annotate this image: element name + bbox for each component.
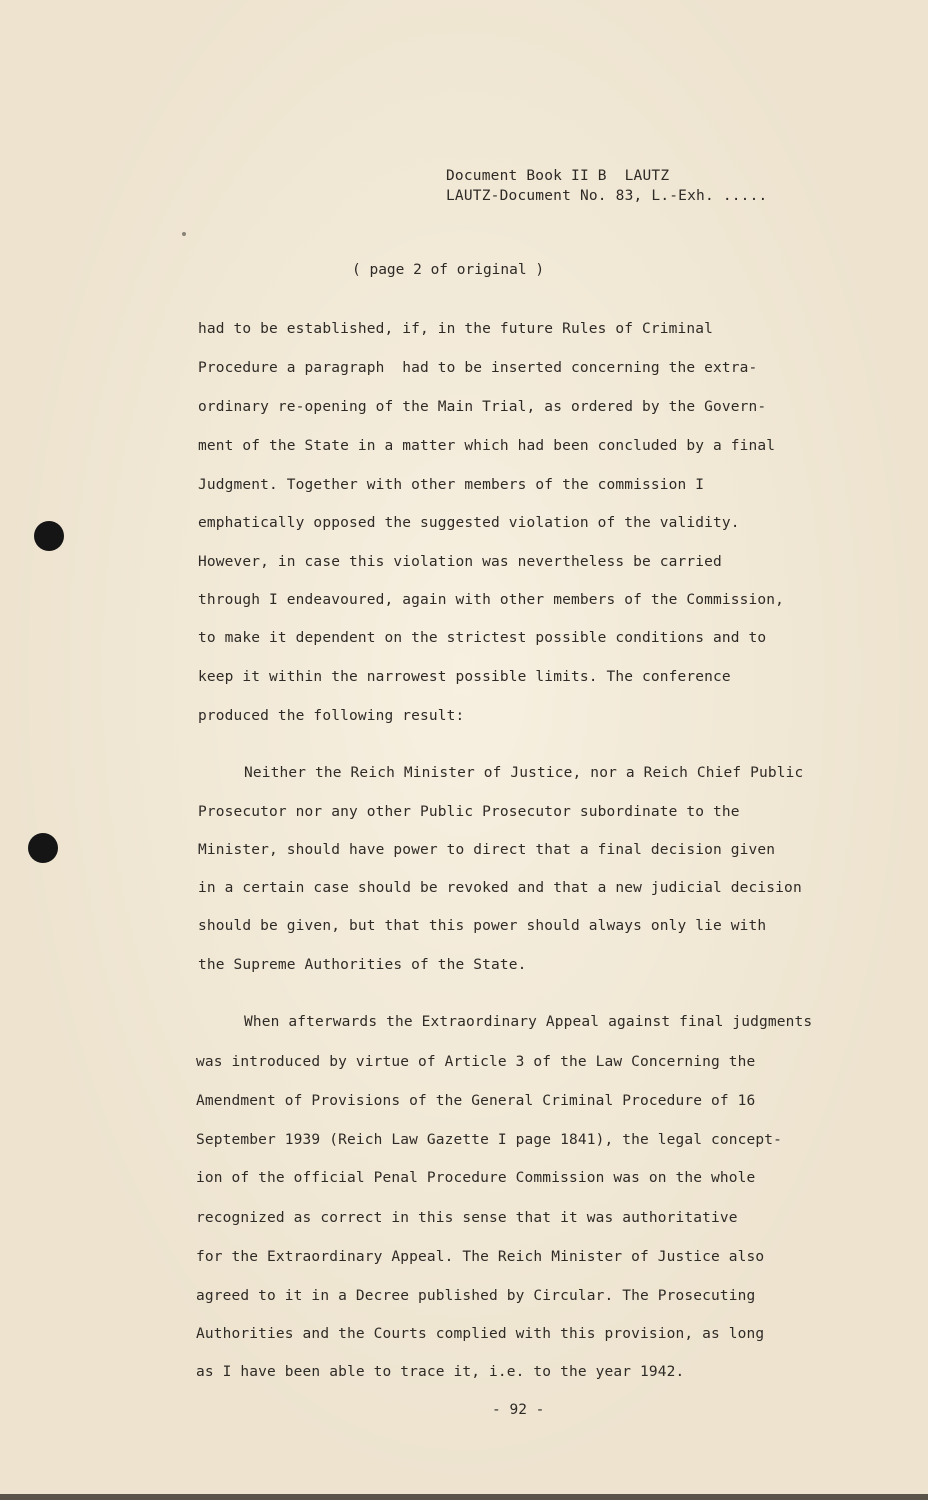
paragraph2-line: in a certain case should be revoked and that a new judicial decision — [198, 880, 802, 896]
paragraph3-line: September 1939 (Reich Law Gazette I page 1841), the legal concept- — [196, 1132, 783, 1148]
paragraph1-line: through I endeavoured, again with other members of the Commission, — [198, 592, 785, 608]
paper-speck — [182, 232, 186, 236]
document-book-line: Document Book II B LAUTZ — [446, 168, 670, 184]
paragraph1-line: ordinary re-opening of the Main Trial, as ordered by the Govern- — [198, 399, 767, 415]
paragraph1-line: Procedure a paragraph had to be inserted concerning the extra- — [198, 360, 758, 376]
paragraph2-line: the Supreme Authorities of the State. — [198, 957, 527, 973]
paragraph1-line: emphatically opposed the suggested violation of the validity. — [198, 515, 740, 531]
paragraph1-line: keep it within the narrowest possible limits. The conference — [198, 669, 731, 685]
paragraph3-line: Amendment of Provisions of the General Criminal Procedure of 16 — [196, 1093, 756, 1109]
page-bottom-edge — [0, 1494, 928, 1500]
paragraph3-line: for the Extraordinary Appeal. The Reich Minister of Justice also — [196, 1249, 765, 1265]
punch-hole-bottom — [28, 833, 58, 863]
paragraph1-line: ment of the State in a matter which had been concluded by a final — [198, 438, 776, 454]
document-number-line: LAUTZ-Document No. 83, L.-Exh. ..... — [446, 188, 768, 204]
paragraph3-line: was introduced by virtue of Article 3 of the Law Concerning the — [196, 1054, 756, 1070]
paragraph3-line: recognized as correct in this sense that it was authoritative — [196, 1210, 738, 1226]
paragraph1-line: had to be established, if, in the future Rules of Criminal — [198, 321, 714, 337]
paragraph2-line: Minister, should have power to direct that a final decision given — [198, 842, 776, 858]
punch-hole-top — [34, 521, 64, 551]
paragraph1-line: Judgment. Together with other members of the commission I — [198, 477, 705, 493]
paragraph3-line: ion of the official Penal Procedure Commission was on the whole — [196, 1170, 756, 1186]
paragraph3-line: agreed to it in a Decree published by Circular. The Prosecuting — [196, 1288, 756, 1304]
paragraph2-line: should be given, but that this power should always only lie with — [198, 918, 767, 934]
paragraph1-line: produced the following result: — [198, 708, 465, 724]
paragraph3-line: Authorities and the Courts complied with this provision, as long — [196, 1326, 765, 1342]
paragraph3-line: When afterwards the Extraordinary Appeal against final judgments — [244, 1014, 813, 1030]
paragraph1-line: to make it dependent on the strictest possible conditions and to — [198, 630, 767, 646]
paragraph2-line: Neither the Reich Minister of Justice, nor a Reich Chief Public — [244, 765, 804, 781]
page-reference: ( page 2 of original ) — [352, 262, 545, 278]
paragraph1-line: However, in case this violation was nevertheless be carried — [198, 554, 722, 570]
document-header — [446, 166, 767, 206]
page-number: - 92 - — [492, 1402, 545, 1418]
paragraph2-line: Prosecutor nor any other Public Prosecutor subordinate to the — [198, 804, 740, 820]
paragraph3-line: as I have been able to trace it, i.e. to the year 1942. — [196, 1364, 685, 1380]
